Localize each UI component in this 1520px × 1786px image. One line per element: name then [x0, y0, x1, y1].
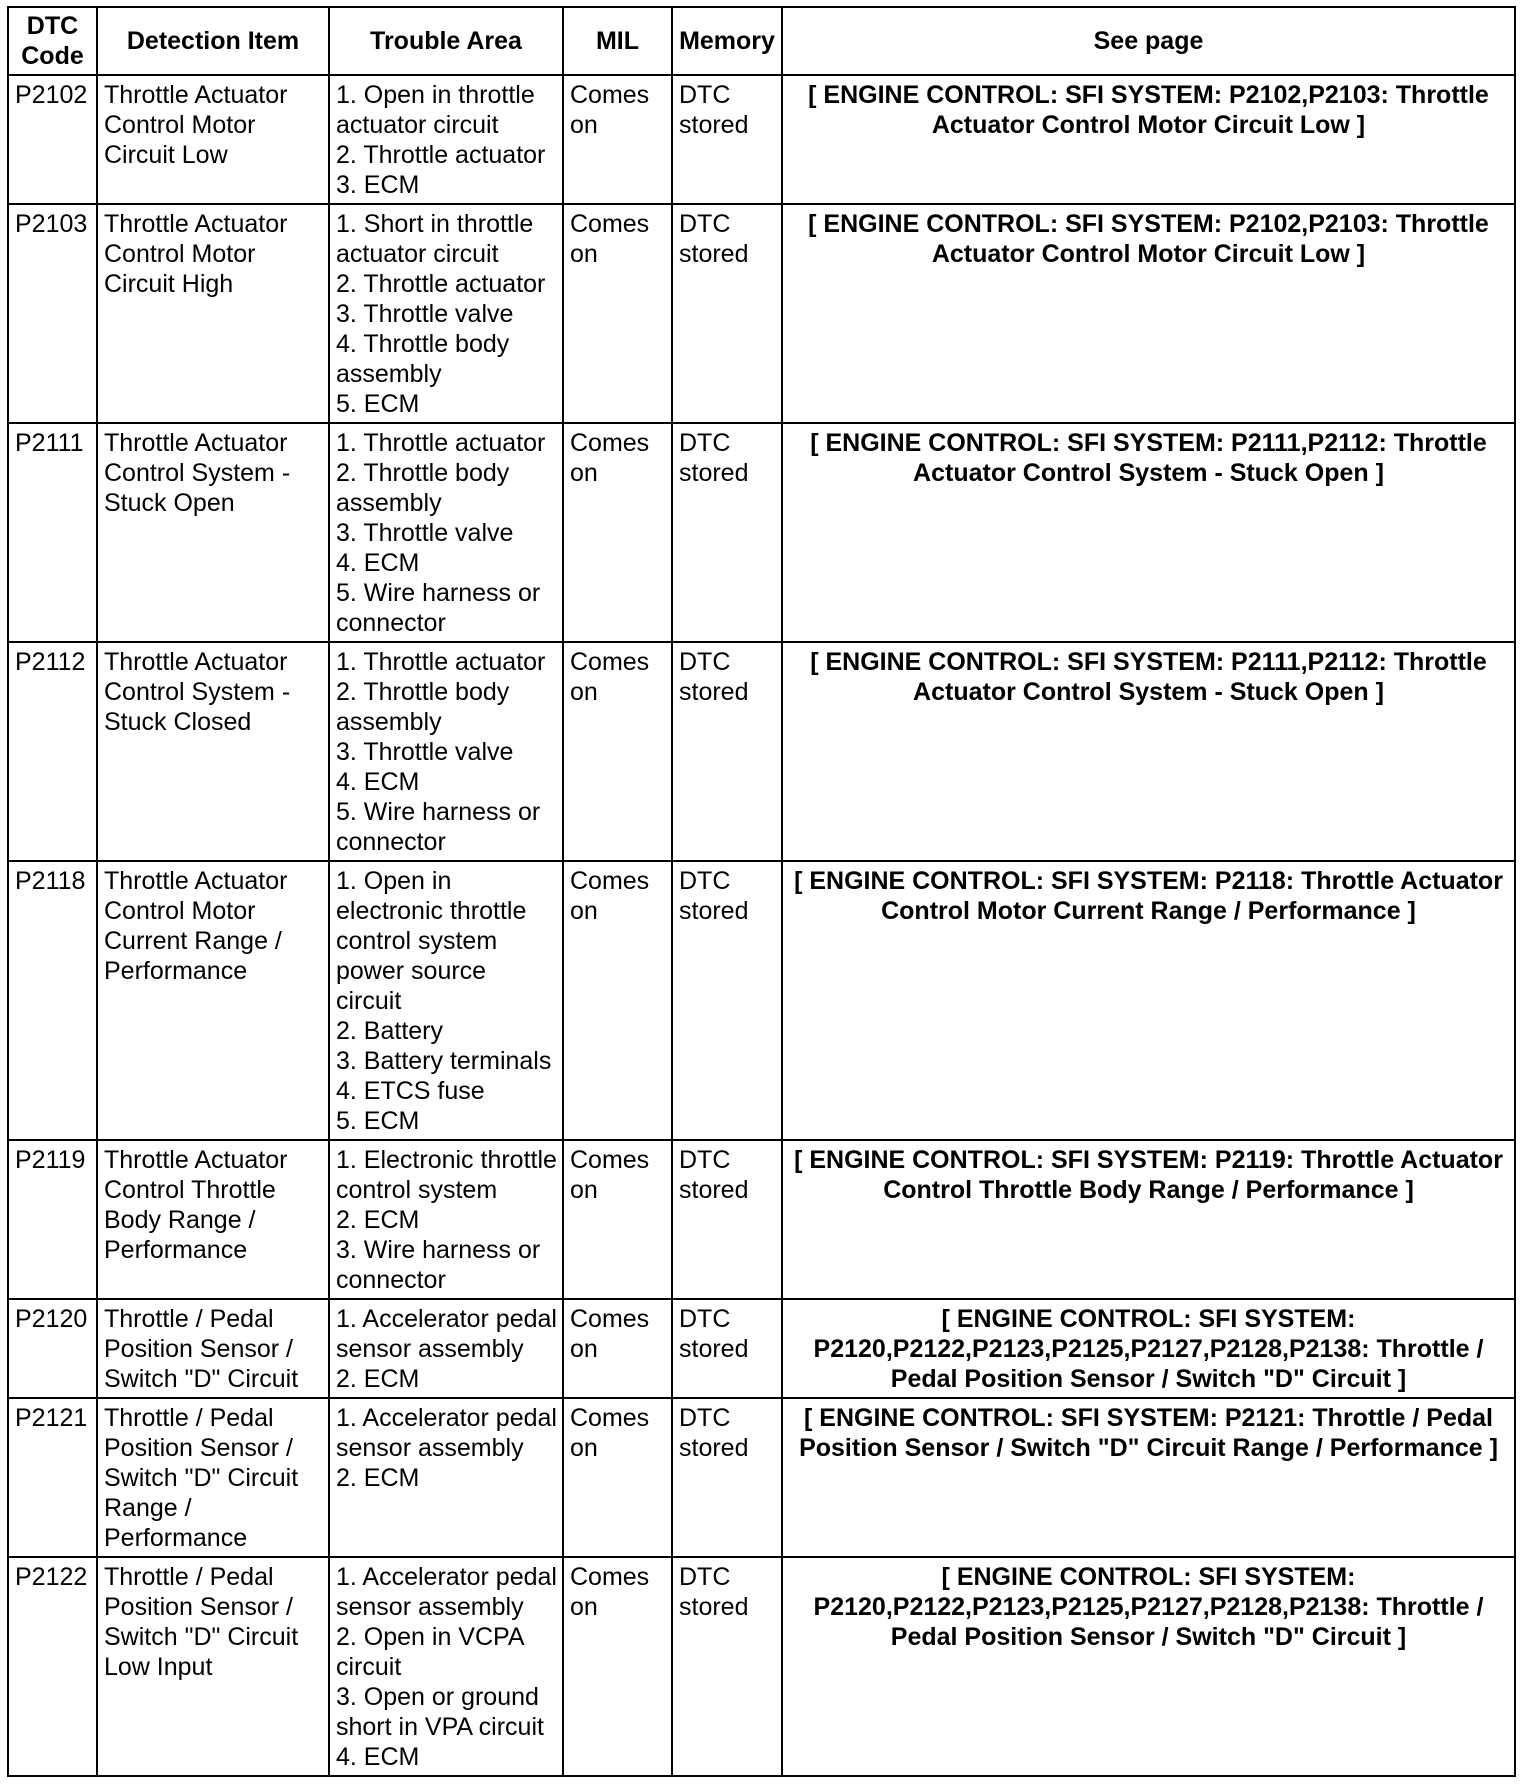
trouble-area-item: 2. Open in VCPA circuit: [336, 1623, 524, 1681]
trouble-area-item: 3. ECM: [336, 171, 420, 199]
trouble-area-cell: [329, 861, 563, 1140]
dtc-code-cell: P2112: [8, 642, 97, 861]
trouble-area-item: 1. Open in electronic throttle control system power source circuit: [336, 867, 527, 1015]
detection-item-cell: Throttle Actuator Control Throttle Body Range / Performance: [97, 1140, 329, 1299]
table-row: [8, 1398, 1515, 1557]
dtc-code-cell: P2122: [8, 1557, 97, 1776]
mil-cell: Comes on: [563, 1299, 672, 1398]
trouble-area-cell: [329, 1299, 563, 1398]
trouble-area-item: 1. Accelerator pedal sensor assembly: [336, 1404, 557, 1462]
trouble-area-item: 5. Wire harness or connector: [336, 798, 541, 856]
memory-cell: DTC stored: [672, 861, 782, 1140]
header-mil: MIL: [563, 7, 672, 75]
table-row: [8, 423, 1515, 642]
trouble-area-item: 2. Throttle body assembly: [336, 678, 510, 736]
table-row: [8, 1557, 1515, 1776]
trouble-area-item: 5. ECM: [336, 390, 420, 418]
trouble-area-item: 2. Throttle actuator: [336, 141, 546, 169]
header-dtc-code: DTC Code: [8, 7, 97, 75]
header-detection-item: Detection Item: [97, 7, 329, 75]
detection-item-cell: Throttle Actuator Control Motor Circuit Low: [97, 75, 329, 204]
detection-item-cell: Throttle Actuator Control System - Stuck Open: [97, 423, 329, 642]
detection-item-cell: Throttle / Pedal Position Sensor / Switch "D" Circuit Range / Performance: [97, 1398, 329, 1557]
trouble-area-item: 2. Throttle actuator: [336, 270, 546, 298]
table-header: [8, 7, 1515, 75]
trouble-area-item: 4. ECM: [336, 1743, 420, 1771]
mil-cell: Comes on: [563, 1140, 672, 1299]
memory-cell: DTC stored: [672, 1140, 782, 1299]
trouble-area-item: 5. ECM: [336, 1107, 420, 1135]
table-row: [8, 861, 1515, 1140]
detection-item-cell: Throttle / Pedal Position Sensor / Switch "D" Circuit Low Input: [97, 1557, 329, 1776]
trouble-area-item: 4. ECM: [336, 549, 420, 577]
see-page-link[interactable]: [ ENGINE CONTROL: SFI SYSTEM: P2118: Throttle Actuator Control Motor Current Range / Performance ]: [782, 861, 1515, 1140]
memory-cell: DTC stored: [672, 204, 782, 423]
trouble-area-item: 1. Throttle actuator: [336, 648, 546, 676]
trouble-area-item: 3. Throttle valve: [336, 300, 514, 328]
trouble-area-item: 5. Wire harness or connector: [336, 579, 541, 637]
see-page-link[interactable]: [ ENGINE CONTROL: SFI SYSTEM: P2120,P2122,P2123,P2125,P2127,P2128,P2138: Throttle / Pedal Position Sensor / Switch "D" Circuit ]: [782, 1557, 1515, 1776]
trouble-area-cell: [329, 1398, 563, 1557]
table-body: [8, 75, 1515, 1776]
see-page-link[interactable]: [ ENGINE CONTROL: SFI SYSTEM: P2119: Throttle Actuator Control Throttle Body Range / Performance ]: [782, 1140, 1515, 1299]
detection-item-cell: Throttle Actuator Control System - Stuck Closed: [97, 642, 329, 861]
trouble-area-item: 1. Open in throttle actuator circuit: [336, 81, 535, 139]
mil-cell: Comes on: [563, 423, 672, 642]
mil-cell: Comes on: [563, 75, 672, 204]
table-row: [8, 204, 1515, 423]
trouble-area-cell: [329, 642, 563, 861]
trouble-area-item: 4. ETCS fuse: [336, 1077, 485, 1105]
header-row: [8, 7, 1515, 75]
mil-cell: Comes on: [563, 1557, 672, 1776]
trouble-area-item: 3. Open or ground short in VPA circuit: [336, 1683, 544, 1741]
memory-cell: DTC stored: [672, 75, 782, 204]
table-row: [8, 1140, 1515, 1299]
trouble-area-item: 3. Throttle valve: [336, 738, 514, 766]
trouble-area-item: 4. ECM: [336, 768, 420, 796]
header-trouble-area: Trouble Area: [329, 7, 563, 75]
trouble-area-item: 3. Throttle valve: [336, 519, 514, 547]
trouble-area-item: 2. ECM: [336, 1464, 420, 1492]
see-page-link[interactable]: [ ENGINE CONTROL: SFI SYSTEM: P2102,P2103: Throttle Actuator Control Motor Circuit Low ]: [782, 204, 1515, 423]
dtc-code-cell: P2118: [8, 861, 97, 1140]
trouble-area-item: 1. Throttle actuator: [336, 429, 546, 457]
dtc-code-cell: P2121: [8, 1398, 97, 1557]
trouble-area-cell: [329, 1557, 563, 1776]
memory-cell: DTC stored: [672, 423, 782, 642]
trouble-area-item: 3. Battery terminals: [336, 1047, 552, 1075]
memory-cell: DTC stored: [672, 642, 782, 861]
see-page-link[interactable]: [ ENGINE CONTROL: SFI SYSTEM: P2120,P2122,P2123,P2125,P2127,P2128,P2138: Throttle / Pedal Position Sensor / Switch "D" Circuit ]: [782, 1299, 1515, 1398]
trouble-area-item: 2. ECM: [336, 1206, 420, 1234]
dtc-code-cell: P2119: [8, 1140, 97, 1299]
trouble-area-item: 1. Accelerator pedal sensor assembly: [336, 1305, 557, 1363]
see-page-link[interactable]: [ ENGINE CONTROL: SFI SYSTEM: P2102,P2103: Throttle Actuator Control Motor Circuit Low ]: [782, 75, 1515, 204]
memory-cell: DTC stored: [672, 1557, 782, 1776]
trouble-area-item: 4. Throttle body assembly: [336, 330, 510, 388]
memory-cell: DTC stored: [672, 1398, 782, 1557]
table-row: [8, 1299, 1515, 1398]
trouble-area-item: 1. Accelerator pedal sensor assembly: [336, 1563, 557, 1621]
trouble-area-item: 2. Battery: [336, 1017, 443, 1045]
dtc-code-cell: P2103: [8, 204, 97, 423]
trouble-area-cell: [329, 1140, 563, 1299]
trouble-area-item: 3. Wire harness or connector: [336, 1236, 541, 1294]
mil-cell: Comes on: [563, 861, 672, 1140]
dtc-code-cell: P2102: [8, 75, 97, 204]
mil-cell: Comes on: [563, 642, 672, 861]
trouble-area-cell: [329, 423, 563, 642]
dtc-code-cell: P2120: [8, 1299, 97, 1398]
detection-item-cell: Throttle Actuator Control Motor Circuit High: [97, 204, 329, 423]
trouble-area-item: 1. Short in throttle actuator circuit: [336, 210, 534, 268]
see-page-link[interactable]: [ ENGINE CONTROL: SFI SYSTEM: P2121: Throttle / Pedal Position Sensor / Switch "D" Circuit Range / Performance ]: [782, 1398, 1515, 1557]
trouble-area-cell: [329, 204, 563, 423]
dtc-code-cell: P2111: [8, 423, 97, 642]
header-see-page: See page: [782, 7, 1515, 75]
trouble-area-item: 2. ECM: [336, 1365, 420, 1393]
mil-cell: Comes on: [563, 204, 672, 423]
detection-item-cell: Throttle Actuator Control Motor Current Range / Performance: [97, 861, 329, 1140]
header-memory: Memory: [672, 7, 782, 75]
see-page-link[interactable]: [ ENGINE CONTROL: SFI SYSTEM: P2111,P2112: Throttle Actuator Control System - Stuck Open ]: [782, 642, 1515, 861]
table-row: [8, 642, 1515, 861]
trouble-area-cell: [329, 75, 563, 204]
detection-item-cell: Throttle / Pedal Position Sensor / Switch "D" Circuit: [97, 1299, 329, 1398]
mil-cell: Comes on: [563, 1398, 672, 1557]
trouble-area-item: 1. Electronic throttle control system: [336, 1146, 557, 1204]
memory-cell: DTC stored: [672, 1299, 782, 1398]
table-row: [8, 75, 1515, 204]
see-page-link[interactable]: [ ENGINE CONTROL: SFI SYSTEM: P2111,P2112: Throttle Actuator Control System - Stuck Open ]: [782, 423, 1515, 642]
dtc-table: [7, 6, 1516, 1777]
trouble-area-item: 2. Throttle body assembly: [336, 459, 510, 517]
